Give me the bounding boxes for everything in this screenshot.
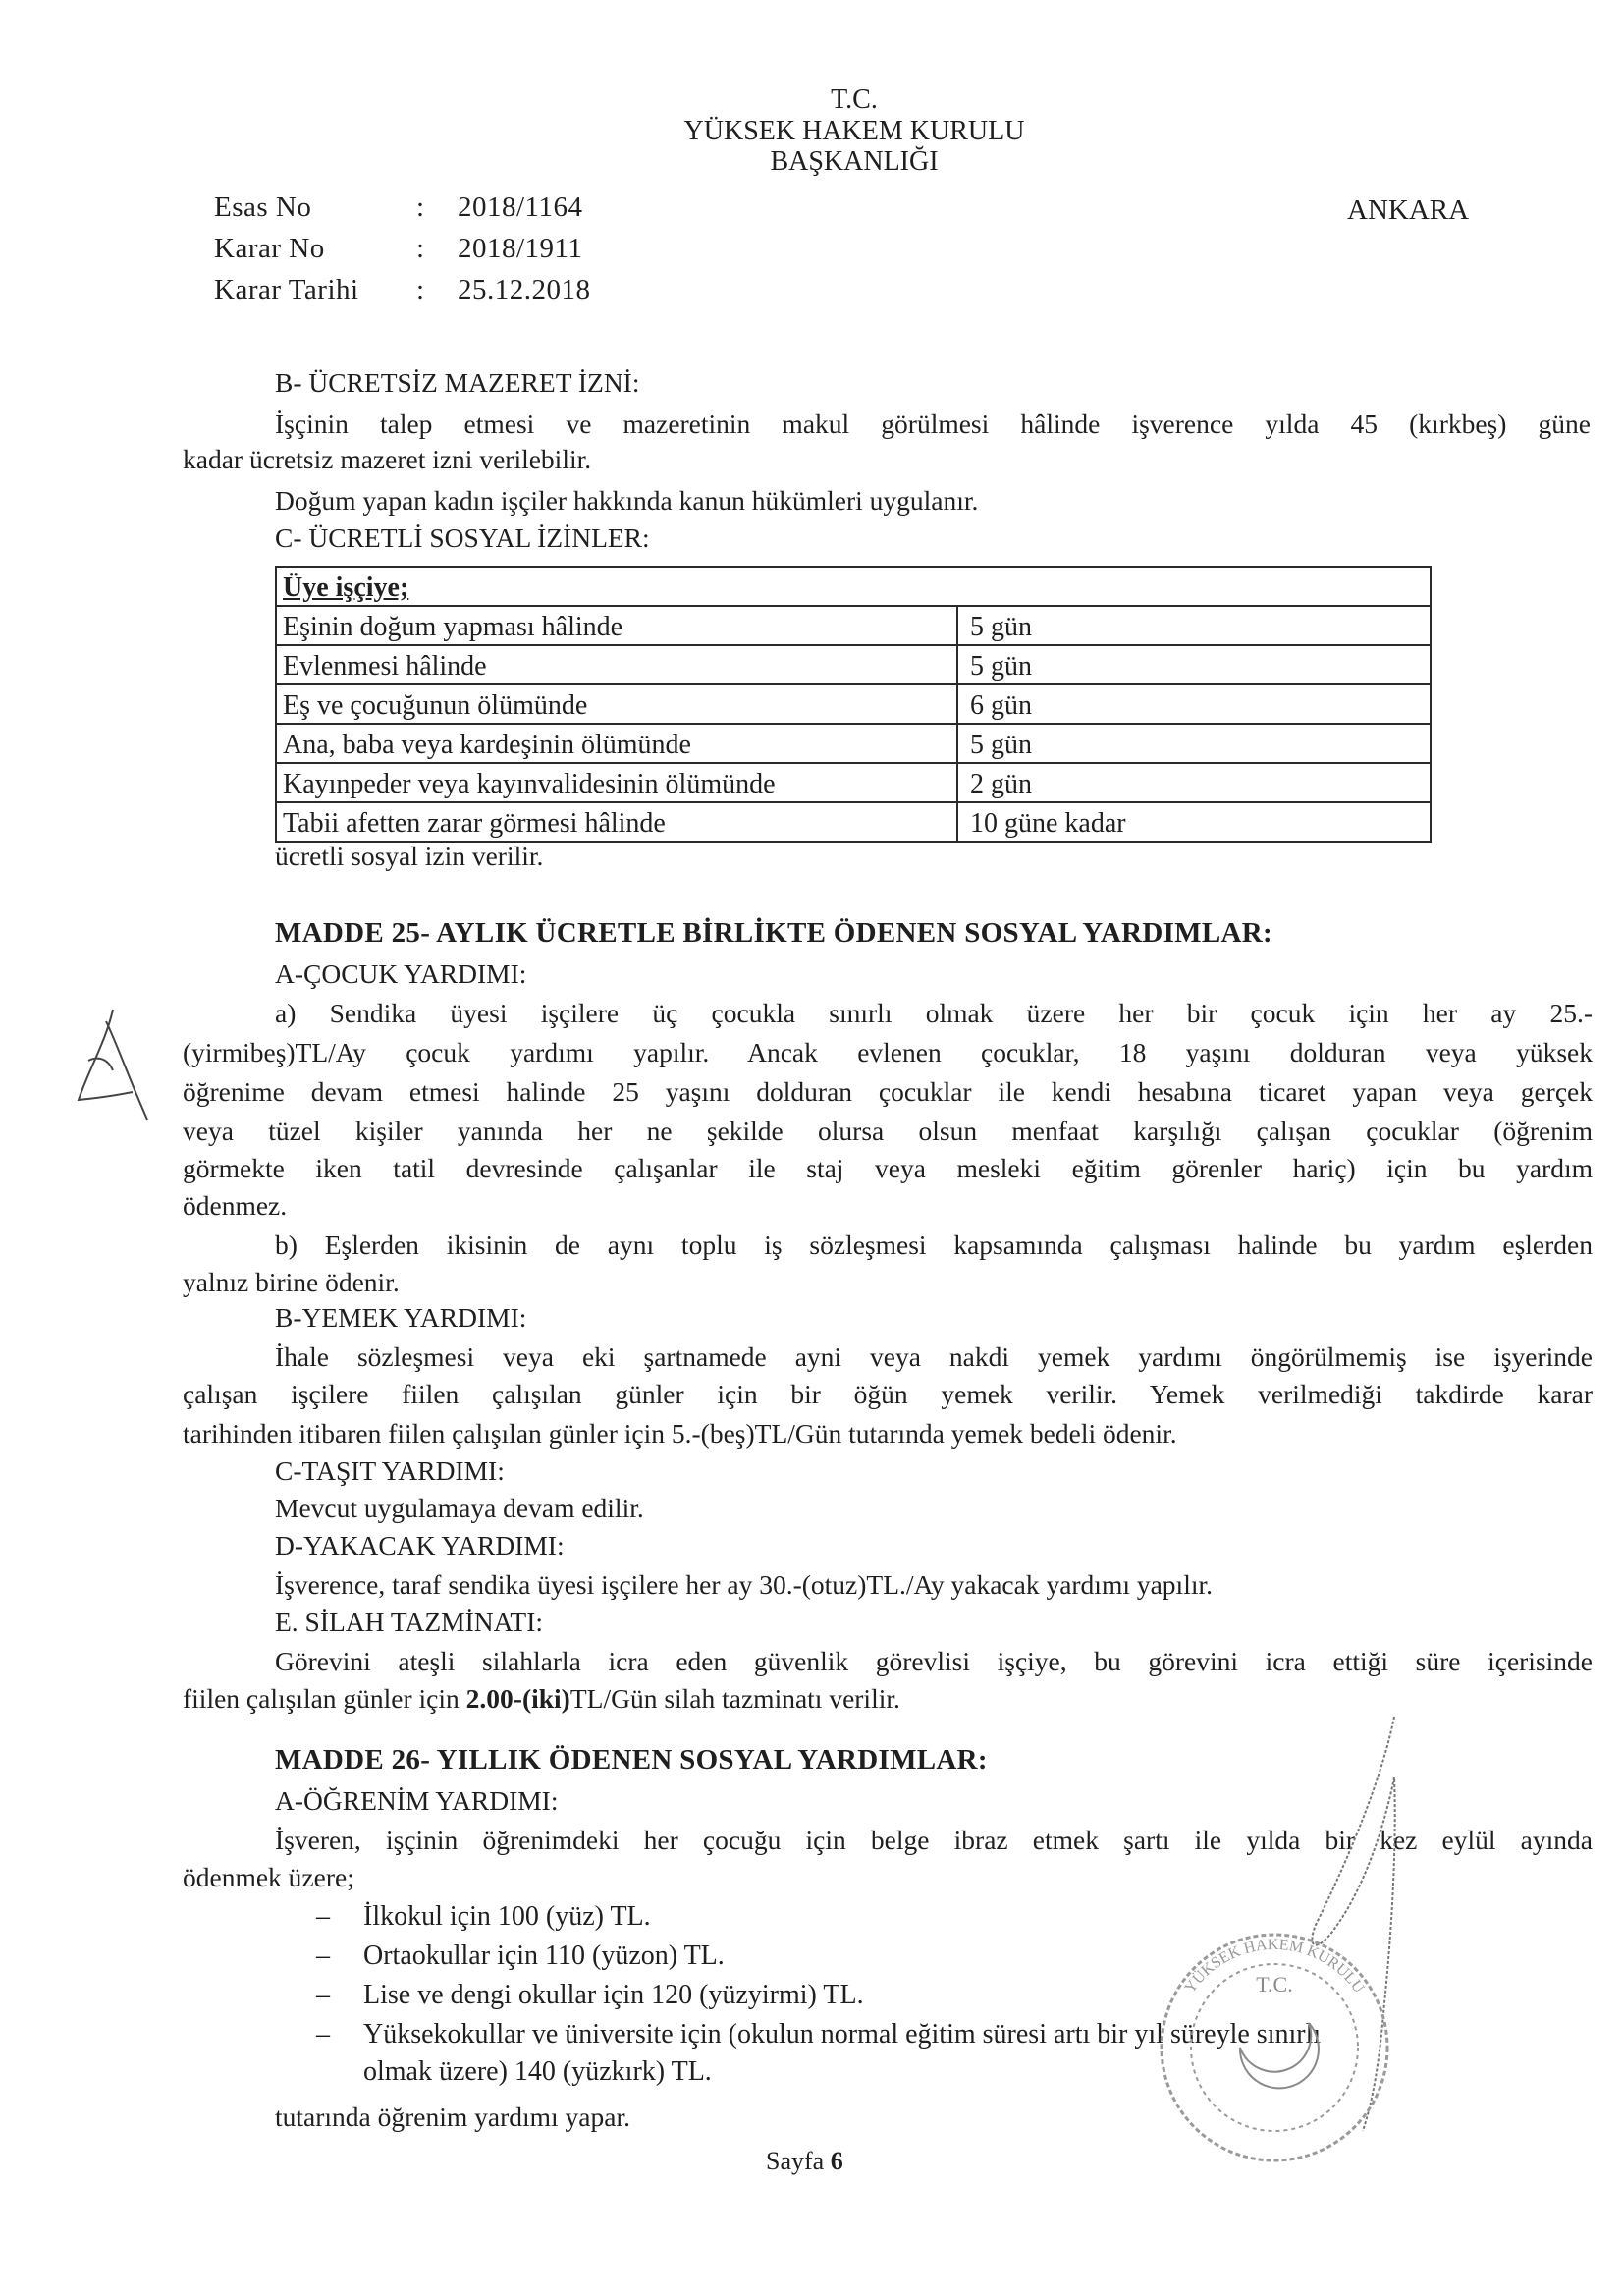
article-25-heading: MADDE 25- AYLIK ÜCRETLE BİRLİKTE ÖDENEN SOSYAL YARDIMLAR: <box>275 917 1272 949</box>
transport-aid-heading: C-TAŞIT YARDIMI: <box>275 1455 505 1486</box>
leave-days-cell: 5 gün <box>957 645 1431 684</box>
leave-days-cell: 6 gün <box>957 684 1431 724</box>
list-dash: – <box>316 1980 330 2010</box>
table-header-row <box>276 567 1431 606</box>
section-b-heading: B- ÜCRETSİZ MAZERET İZNİ: <box>275 367 640 398</box>
list-dash: – <box>316 1901 330 1932</box>
weapon-allowance-text: fiilen çalışılan günler için <box>183 1683 466 1714</box>
education-aid-intro-line1: İşveren, işçinin öğrenimdeki her çocuğu için belge ibraz etmek şartı ile yılda bir kez eylül ayında <box>275 1825 1593 1855</box>
child-aid-heading: A-ÇOCUK YARDIMI: <box>275 958 527 989</box>
meta-value: 25.12.2018 <box>458 274 591 305</box>
table-row <box>276 802 1431 842</box>
fuel-aid-heading: D-YAKACAK YARDIMI: <box>275 1530 565 1560</box>
section-c-footer: ücretli sosyal izin verilir. <box>275 841 544 871</box>
table-row <box>276 645 1431 684</box>
list-dash: – <box>316 1941 330 1971</box>
case-meta-row-karar <box>214 228 591 269</box>
official-seal-stamp <box>1147 1925 1402 2170</box>
meta-label: Esas No <box>214 191 312 223</box>
meta-label: Karar Tarihi <box>214 274 359 305</box>
child-aid-line: öğrenime devam etmesi halinde 25 yaşını dolduran çocuklar ile kendi hesabına ticaret yapan veya gerçek <box>183 1076 1593 1107</box>
list-item-continuation: olmak üzere) 140 (yüzkırk) TL. <box>363 2056 712 2087</box>
page-number: 6 <box>830 2147 843 2175</box>
meta-separator: : <box>416 233 425 264</box>
meal-aid-line: çalışan işçilere fiilen çalışılan günler için bir öğün yemek verilir. Yemek verilmediği takdirde karar <box>183 1379 1593 1409</box>
institution-name-line2: BAŞKANLIĞI <box>770 146 939 178</box>
transport-aid-text: Mevcut uygulamaya devam edilir. <box>275 1493 644 1523</box>
article-26-heading: MADDE 26- YILLIK ÖDENEN SOSYAL YARDIMLAR: <box>275 1744 988 1776</box>
meal-aid-heading: B-YEMEK YARDIMI: <box>275 1302 527 1333</box>
meta-value: 2018/1164 <box>458 191 583 223</box>
child-aid-line: (yirmibeş)TL/Ay çocuk yardımı yapılır. Ancak evlenen çocuklar, 18 yaşını dolduran veya yüksek <box>183 1037 1593 1067</box>
institution-name: YÜKSEK HAKEM KURULU <box>683 115 1025 146</box>
seal-ring-label: YÜKSEK HAKEM KURULU <box>1181 1936 1368 1996</box>
case-meta <box>214 187 591 310</box>
meal-aid-line: İhale sözleşmesi veya eki şartnamede ayni veya nakdi yemek yardımı öngörülmemiş ise işyerinde <box>275 1341 1593 1372</box>
list-item-text: İlkokul için 100 (yüz) TL. <box>363 1901 651 1932</box>
leave-case-cell: Kayınpeder veya kayınvalidesinin ölümünde <box>276 763 957 802</box>
weapon-allowance-line1: Görevini ateşli silahlarla icra eden güvenlik görevlisi işçiye, bu görevini icra ettiği süre içerisinde <box>275 1646 1593 1676</box>
meal-aid-line: tarihinden itibaren fiilen çalışılan günler için 5.-(beş)TL/Gün tutarında yemek bedeli ödenir. <box>183 1418 1177 1449</box>
case-meta-row-tarih <box>214 269 591 310</box>
section-b-para1-line1: İşçinin talep etmesi ve mazeretinin makul görülmesi hâlinde işverence yılda 45 (kırkbeş) güne <box>275 409 1591 439</box>
weapon-allowance-unit: TL/Gün silah tazminatı verilir. <box>569 1683 900 1714</box>
section-c-heading: C- ÜCRETLİ SOSYAL İZİNLER: <box>275 522 650 553</box>
meta-label: Karar No <box>214 233 325 264</box>
child-aid-line: a) Sendika üyesi işçilere üç çocukla sınırlı olmak üzere her bir çocuk için her ay 25.- <box>275 998 1593 1028</box>
leave-days-cell: 5 gün <box>957 724 1431 763</box>
weapon-allowance-line2 <box>183 1679 900 1719</box>
list-item <box>316 1897 651 1937</box>
table-row <box>276 763 1431 802</box>
table-row <box>276 606 1431 645</box>
leave-days-cell: 10 güne kadar <box>957 802 1431 842</box>
table-row <box>276 724 1431 763</box>
page-label: Sayfa <box>766 2147 825 2175</box>
weapon-allowance-amount: 2.00-(iki) <box>465 1683 570 1714</box>
list-item-text: Yüksekokullar ve üniversite için (okulun normal eğitim süresi artı bir yıl süreyle sınırlı <box>363 2019 1322 2050</box>
child-aid-line: ödenmez. <box>183 1190 288 1221</box>
leave-days-cell: 2 gün <box>957 763 1431 802</box>
leave-case-cell: Eş ve çocuğunun ölümünde <box>276 684 957 724</box>
margin-initial-mark <box>59 1002 157 1129</box>
list-dash: – <box>316 2019 330 2050</box>
child-aid-line: veya tüzel kişiler yanında her ne şekilde olursa olsun menfaat karşılığı çalışan çocuklar (öğrenim <box>183 1116 1593 1146</box>
table-row <box>276 684 1431 724</box>
leave-case-cell: Eşinin doğum yapması hâlinde <box>276 606 957 645</box>
country-label: T.C. <box>831 84 878 115</box>
paid-leave-table <box>275 566 1432 843</box>
weapon-allowance-heading: E. SİLAH TAZMİNATI: <box>275 1607 544 1637</box>
leave-days-cell: 5 gün <box>957 606 1431 645</box>
document-header <box>589 84 1119 178</box>
education-aid-closing: tutarında öğrenim yardımı yapar. <box>275 2102 630 2132</box>
meta-separator: : <box>416 191 425 223</box>
case-meta-row-esas <box>214 187 591 228</box>
list-item-text: Lise ve dengi okullar için 120 (yüzyirmi) TL. <box>363 1980 864 2010</box>
section-b-para1-line2: kadar ücretsiz mazeret izni verilebilir. <box>183 444 592 474</box>
list-item <box>316 1937 725 1976</box>
child-aid-line: görmekte iken tatil devresinde çalışanlar ile staj veya mesleki eğitim görenler hariç) için bu yardım <box>183 1153 1593 1183</box>
section-b-para2: Doğum yapan kadın işçiler hakkında kanun hükümleri uygulanır. <box>275 485 979 516</box>
education-aid-heading: A-ÖĞRENİM YARDIMI: <box>275 1785 559 1816</box>
leave-case-cell: Tabii afetten zarar görmesi hâlinde <box>276 802 957 842</box>
city-label: ANKARA <box>1347 194 1470 226</box>
list-item-text: Ortaokullar için 110 (yüzon) TL. <box>363 1941 725 1971</box>
seal-emblem-text: T.C. <box>1256 1972 1293 1996</box>
list-item <box>316 1976 864 2015</box>
leave-case-cell: Ana, baba veya kardeşinin ölümünde <box>276 724 957 763</box>
child-aid-b-line: b) Eşlerden ikisinin de aynı toplu iş sözleşmesi kapsamında çalışması halinde bu yardım eşlerden <box>275 1230 1593 1260</box>
leave-case-cell: Evlenmesi hâlinde <box>276 645 957 684</box>
meta-value: 2018/1911 <box>458 233 583 264</box>
page-footer <box>766 2147 843 2176</box>
fuel-aid-text: İşverence, taraf sendika üyesi işçilere her ay 30.-(otuz)TL./Ay yakacak yardımı yapılır. <box>275 1569 1213 1600</box>
meta-separator: : <box>416 274 425 305</box>
table-header-cell: Üye işçiye; <box>276 567 1431 606</box>
child-aid-b-line: yalnız birine ödenir. <box>183 1267 400 1297</box>
education-aid-intro-line2: ödenmek üzere; <box>183 1862 354 1892</box>
